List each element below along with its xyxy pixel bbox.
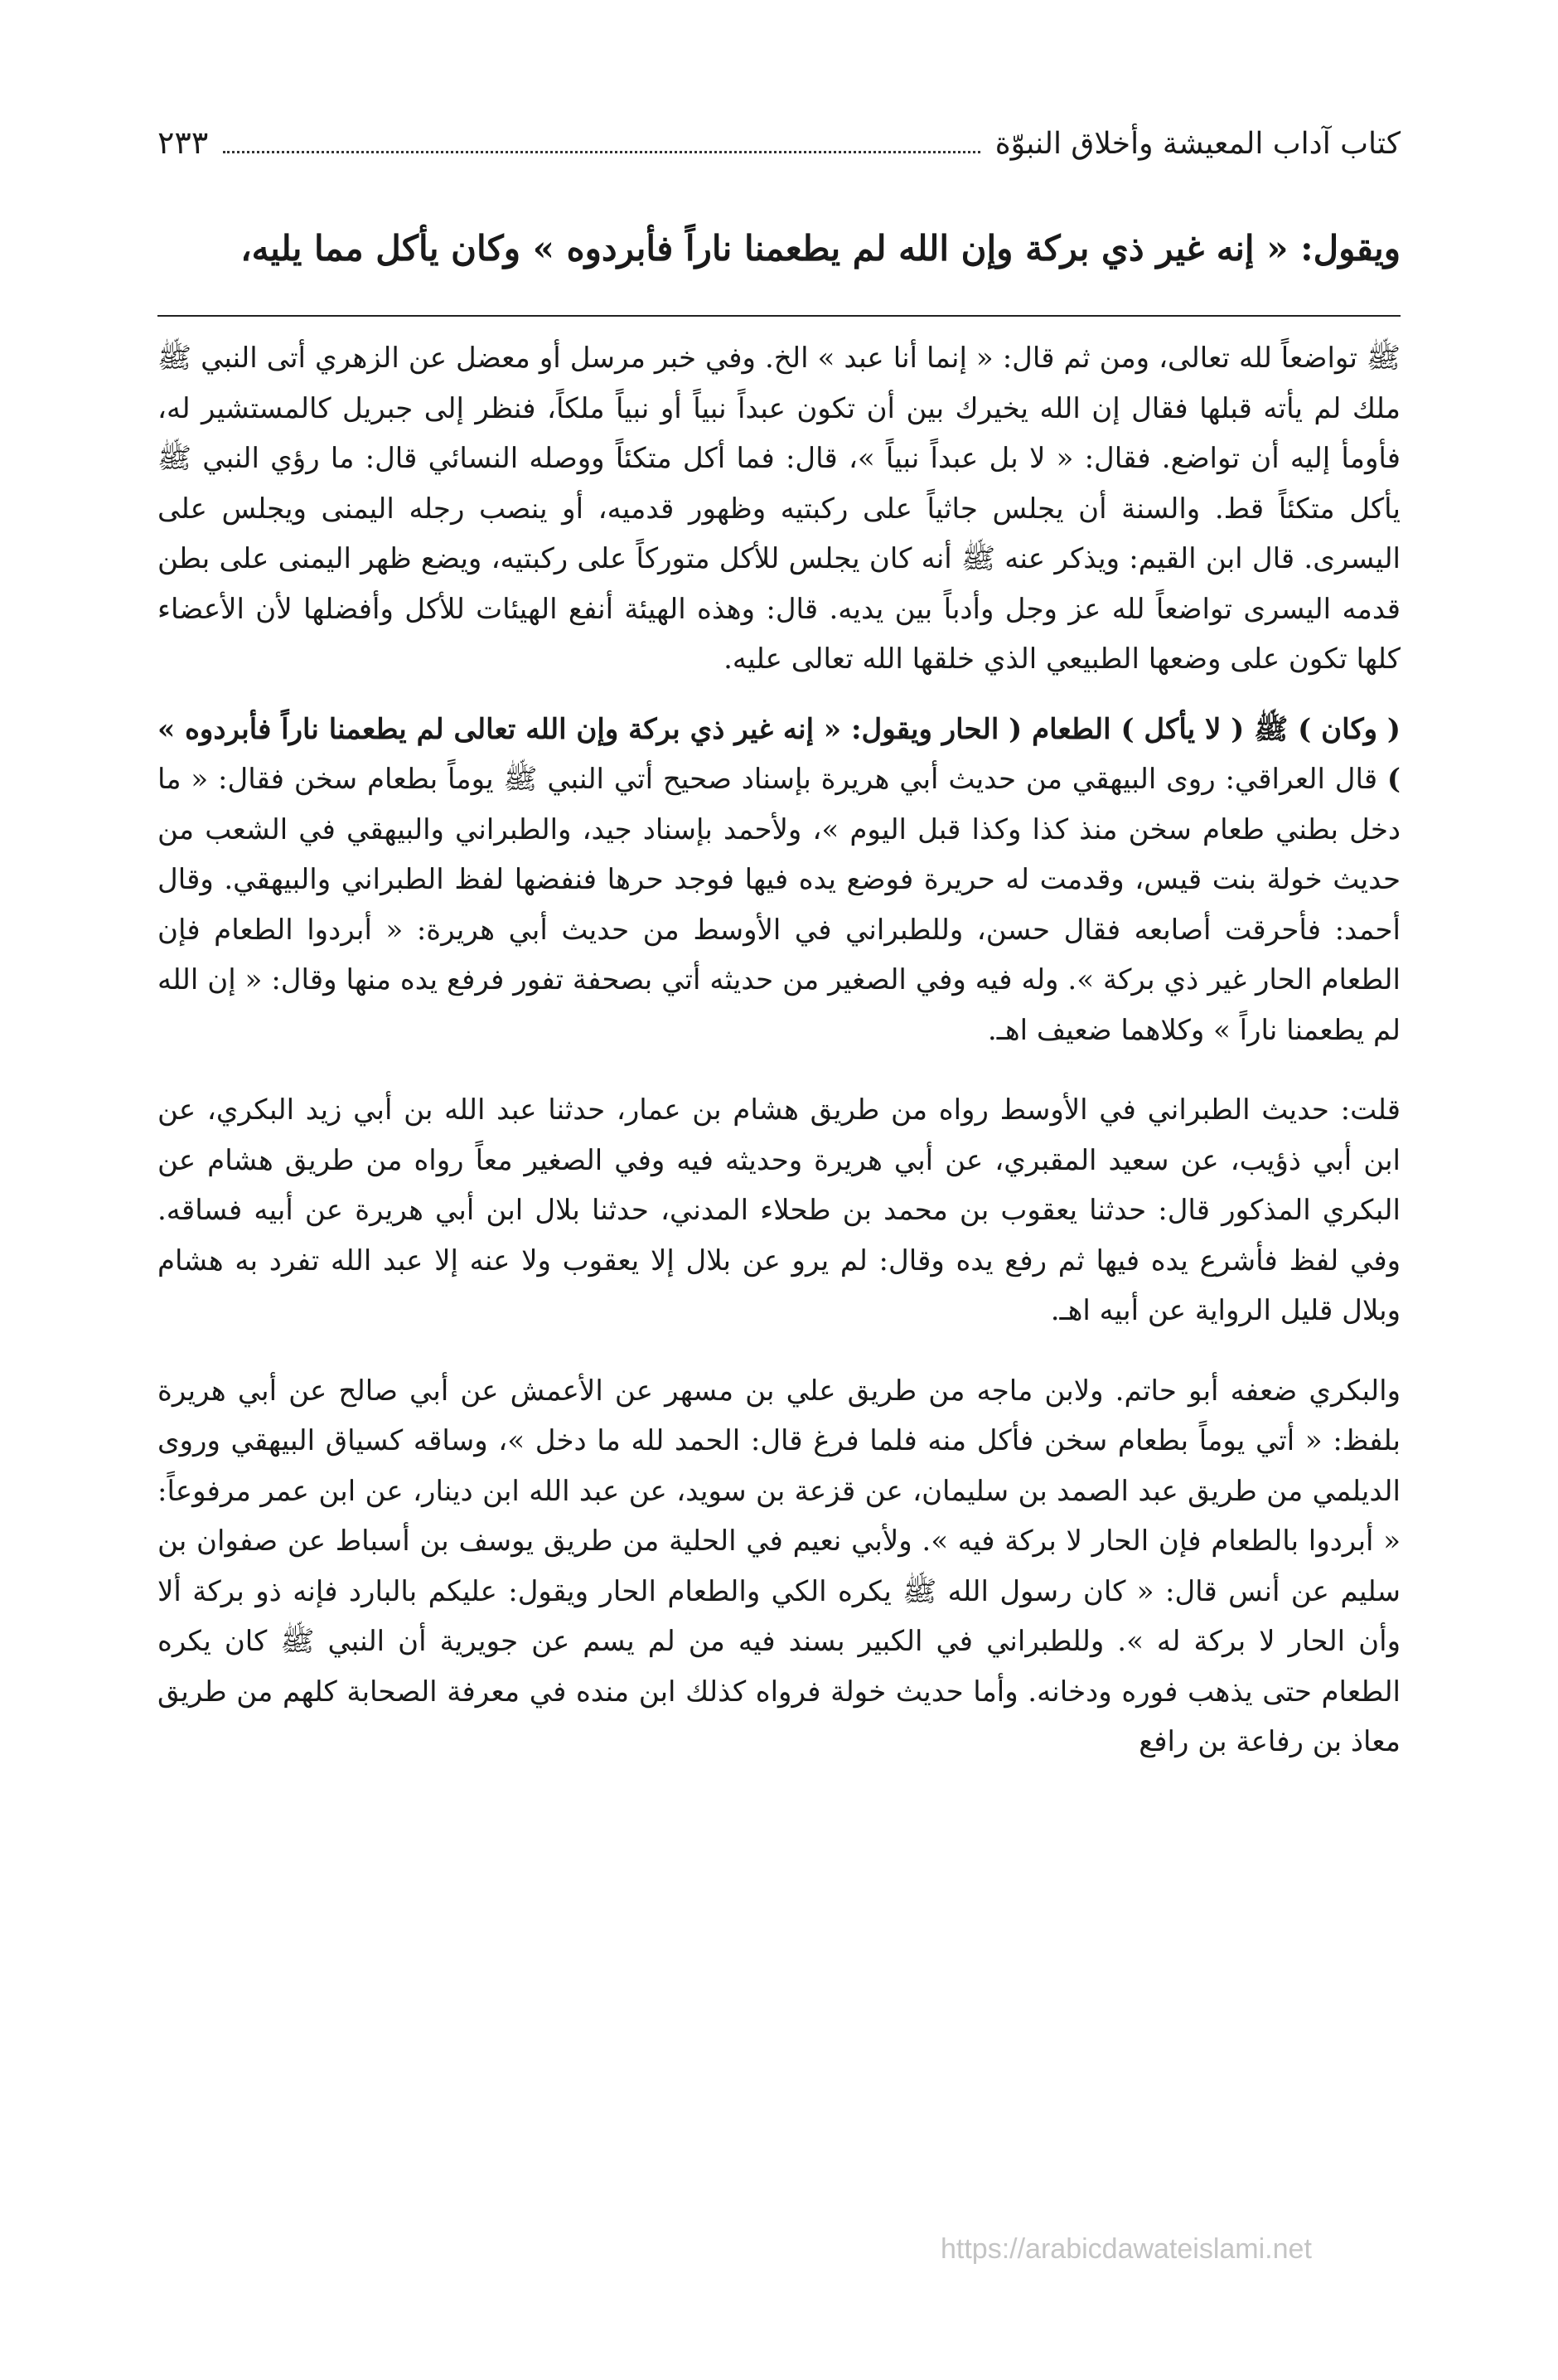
commentary-paragraph-4: والبكري ضعفه أبو حاتم. ولابن ماجه من طريق علي بن مسهر عن الأعمش عن أبي صالح عن أبي هريرة بلفظ: « أتي يوماً بطعام سخن فأكل منه فلما فرغ قال: الحمد لله ما دخل »، وساقه كسياق البيهقي وروى الديلمي من طريق عبد الصمد بن سليمان، عن قزعة بن سويد، عن عبد الله ابن دينار، عن ابن عمر مرفوعاً: « أبردوا بالطعام فإن الحار لا بركة فيه ». ولأبي نعيم في الحلية من طريق يوسف بن أسباط عن صفوان بن سليم عن أنس قال: « كان رسول الله ﷺ يكره الكي والطعام الحار ويقول: عليكم بالبارد فإنه ذو بركة ألا وأن الحار لا بركة له ». وللطبراني في الكبير بسند فيه من لم يسم عن جويرية أن النبي ﷺ كان يكره الطعام حتى يذهب فوره ودخانه. وأما حديث خولة فرواه كذلك ابن منده في معرفة الصحابة كلهم من طريق معاذ بن رفاعة بن رافع [157, 1374, 1401, 1758]
header-title: كتاب آداب المعيشة وأخلاق النبوّة [994, 127, 1401, 161]
watermark-url: https://arabicdawateislami.net [941, 2233, 1312, 2265]
header-leader-dots [223, 133, 980, 153]
lemma-text: ( وكان ) ﷺ ( لا يأكل ) الطعام ( الحار ويقول: « إنه غير ذي بركة وإن الله تعالى لم يطعمنا ناراً فأبردوه » ) [157, 712, 1401, 796]
page-number: ٢٣٣ [157, 124, 209, 161]
running-header [157, 124, 1401, 191]
commentary-paragraph-3: قلت: حديث الطبراني في الأوسط رواه من طريق هشام بن عمار، حدثنا عبد الله بن أبي زيد البكري، عن ابن أبي ذؤيب، عن سعيد المقبري، عن أبي هريرة وحديثه فيه وفي الصغير معاً رواه من طريق هشام عن البكري المذكور قال: حدثنا يعقوب بن محمد بن طحلاء المدني، حدثنا بلال ابن أبي هريرة عن أبيه فساقه. وفي لفظ فأشرع يده فيها ثم رفع يده وقال: لم يرو عن بلال إلا يعقوب ولا عنه إلا عبد الله تفرد به هشام وبلال قليل الرواية عن أبيه اهـ. [157, 1093, 1401, 1327]
matn-text: ويقول: « إنه غير ذي بركة وإن الله لم يطعمنا ناراً فأبردوه » وكان يأكل مما يليه، [240, 228, 1401, 269]
commentary-paragraph-2 [157, 705, 1401, 1056]
separator-rule [157, 315, 1401, 317]
book-page [157, 124, 1401, 2321]
commentary-paragraph-1: ﷺ تواضعاً لله تعالى، ومن ثم قال: « إنما أنا عبد » الخ. وفي خبر مرسل أو معضل عن الزهري أتى النبي ﷺ ملك لم يأته قبلها فقال إن الله يخيرك بين أن تكون عبداً نبياً أو نبياً ملكاً، فنظر إلى جبريل كالمستشير له، فأومأ إليه أن تواضع. فقال: « لا بل عبداً نبياً »، قال: فما أكل متكئاً ووصله النسائي قال: ما رؤي النبي ﷺ يأكل متكئاً قط. والسنة أن يجلس جاثياً على ركبتيه وظهور قدميه، أو ينصب رجله اليمنى ويجلس على اليسرى. قال ابن القيم: ويذكر عنه ﷺ أنه كان يجلس للأكل متوركاً على ركبتيه، ويضع ظهر اليمنى على بطن قدمه اليسرى تواضعاً لله عز وجل وأدباً بين يديه. قال: وهذه الهيئة أنفع الهيئات للأكل وأفضلها لأن الأعضاء كلها تكون على وضعها الطبيعي الذي خلقها الله تعالى عليه. [157, 342, 1401, 676]
commentary-paragraph-2-body: قال العراقي: روى البيهقي من حديث أبي هريرة بإسناد صحيح أتي النبي ﷺ يوماً بطعام سخن فقال: « ما دخل بطني طعام سخن منذ كذا وكذا قبل اليوم »، ولأحمد بإسناد جيد، والطبراني والبيهقي في الشعب من حديث خولة بنت قيس، وقدمت له حريرة فوضع يده فيها فوجد حرها فنفضها لفظ الطبراني والبيهقي. وقال أحمد: فأحرقت أصابعه فقال حسن، وللطبراني في الأوسط من حديث أبي هريرة: « أبردوا الطعام فإن الطعام الحار غير ذي بركة ». وله فيه وفي الصغير من حديثه أتي بصحفة تفور فرفع يده منها وقال: « إن الله لم يطعمنا ناراً » وكلاهما ضعيف اهـ. [157, 763, 1401, 1047]
